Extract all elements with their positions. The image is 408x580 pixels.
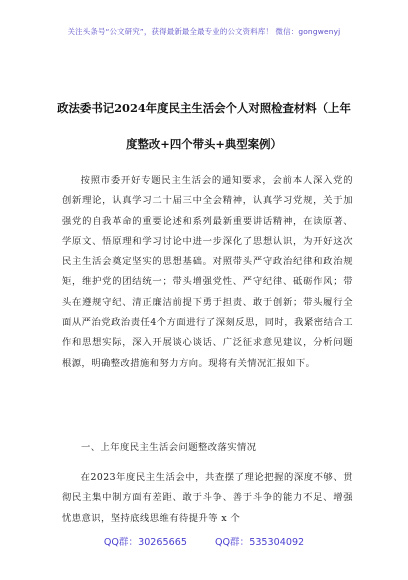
footer-qq-group-1: QQ群：30265665 xyxy=(103,537,187,548)
document-title-line-2: 度整改+四个带头+典型案例） xyxy=(126,137,282,151)
body-paragraph-intro: 按照市委开好专题民主生活会的通知要求，会前本人深入党的创新理论，认真学习二十届三中全会精神，认真学习党规，关于加强党的自我革命的重要论述和系列最新重要讲话精神，在读原著、学原文、悟原理和学习讨论中进一步深化了思想认识，为开好这次民主生活会奠定坚实的思想基础。对照带头严守政治纪律和政治规矩，维护党的团结统一；带头增强党性、严守纪律、砥砺作风；带头在遵规守纪、清正廉洁前提下勇于担责、敢于创新；带头履行全面从严治党政治责任4个方面进行了深刻反思，同时，我紧密结合工作和思想实际，深入开展谈心谈话、广泛征求意见建议，分析问题根源，明确整改措施和努力方向。现将有关情况汇报如下。 xyxy=(62,175,353,369)
section-heading-1: 一、上年度民主生活会问题整改落实情况 xyxy=(81,442,257,453)
document-title-line-1: 政法委书记2024年度民主生活会个人对照检查材料（上年 xyxy=(57,101,351,115)
footer-contact xyxy=(0,534,408,548)
footer-qq-group-2: QQ群：535304092 xyxy=(214,537,305,548)
body-paragraph-section-1: 在2023年度民主生活会中，共查摆了理论把握的深度不够、贯彻民主集中制方面有差距、敢于斗争、善于斗争的能力不足、增强忧患意识，坚持底线思维有待提升等 x 个 xyxy=(62,472,353,524)
promo-banner: 关注头条号“公文研究”，获得最新最全最专业的公文资料库！ 微信：gongwenyj xyxy=(67,27,341,36)
